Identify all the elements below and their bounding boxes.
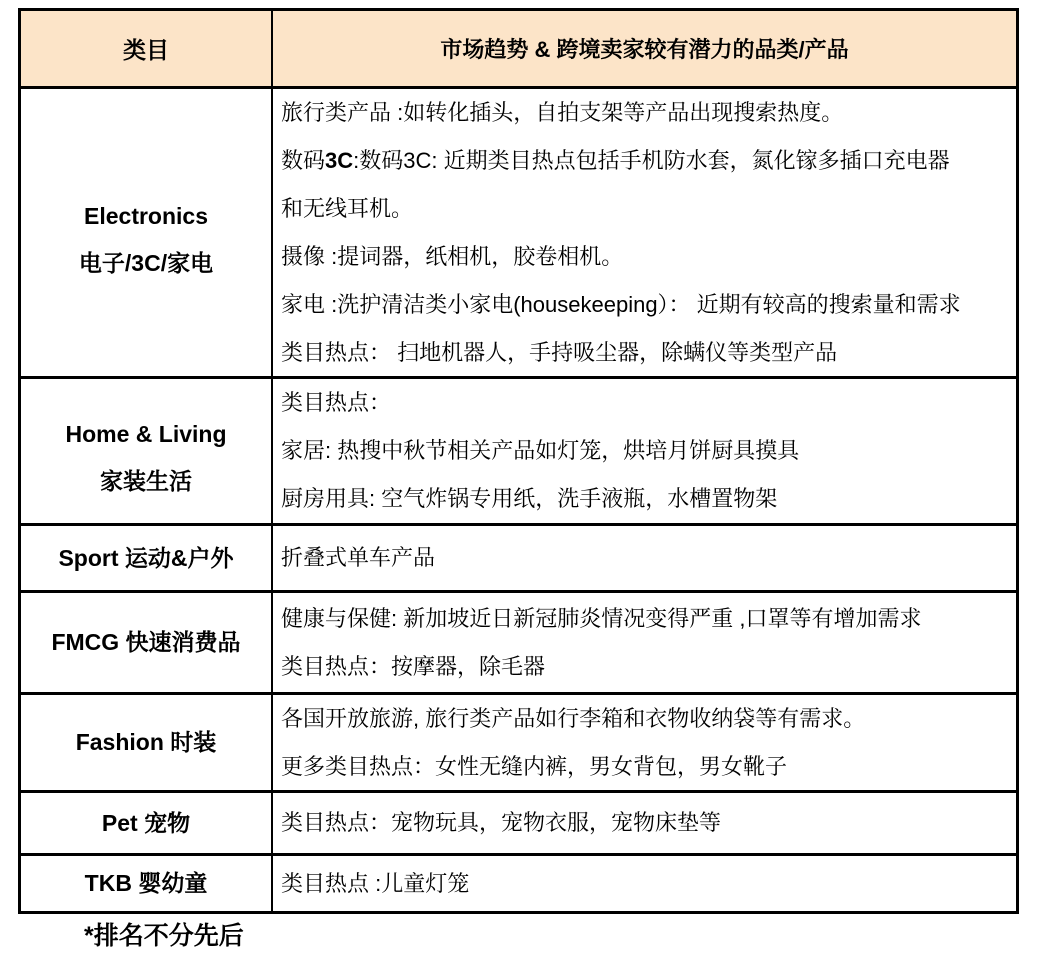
table-row-4 — [21, 590, 1016, 692]
header-category-cell — [21, 11, 273, 86]
header-trends-label: 市场趋势 & 跨境卖家较有潜力的品类/产品 — [440, 37, 849, 62]
trend-text: 热搜中秋节相关产品如灯笼，烘培月饼厨具摸具 — [331, 438, 800, 463]
trend-line — [281, 137, 1016, 185]
trend-text: 类目热点： 扫地机器人，手持吸尘器，除螨仪等类型产品 — [281, 339, 838, 365]
trend-text: 家电 :洗护清洁类小家电(housekeeping）： 近期有较高的搜索量和需求 — [281, 291, 961, 317]
trend-text: 新加坡近日新冠肺炎情况变得严重 ,口罩等有增加需求 — [397, 605, 922, 631]
trends-cell — [273, 793, 1016, 853]
trend-text: 旅行类产品 :如转化插头，自拍支架等产品出现搜索热度。 — [281, 99, 844, 125]
category-label: FMCG 快速消费品 — [51, 629, 241, 655]
trends-cell — [273, 856, 1016, 911]
trends-cell — [273, 593, 1016, 692]
trend-label-bold: 3C — [325, 147, 354, 173]
category-label: Electronics — [84, 202, 208, 229]
trends-table — [18, 8, 1019, 914]
trend-line — [281, 233, 1016, 281]
trend-line — [281, 89, 1016, 137]
trend-text: 类目热点： — [281, 390, 392, 415]
trend-line — [281, 185, 1016, 233]
header-trends-cell — [273, 11, 1016, 86]
trend-line — [281, 281, 1016, 329]
trend-text: 厨房用具: — [281, 486, 376, 511]
trend-line — [281, 475, 1016, 523]
trend-line — [281, 595, 1016, 643]
trend-line — [281, 695, 1016, 743]
category-label: 电子/3C/家电 — [78, 249, 214, 276]
trend-line — [281, 534, 1016, 582]
category-cell — [21, 379, 273, 523]
trend-text: 各国开放旅游, 旅行类产品如行李箱和衣物收纳袋等有需求。 — [281, 705, 866, 731]
category-label: Fashion 时装 — [75, 729, 217, 755]
category-cell — [21, 593, 273, 692]
trend-text: 家居: — [281, 438, 332, 463]
trend-text: 类目热点：按摩器，除毛器 — [281, 653, 546, 679]
trend-text: 类目热点：宠物玩具，宠物衣服，宠物床垫等 — [281, 810, 722, 835]
table-row-5 — [21, 692, 1016, 790]
trend-text: 数码 — [281, 147, 326, 173]
category-cell — [21, 856, 273, 911]
trend-text: 空气炸锅专用纸，洗手液瓶，水槽置物架 — [375, 486, 778, 511]
trend-line — [281, 743, 1016, 791]
trend-text: 更多类目热点：女性无缝内裤，男女背包，男女靴子 — [281, 753, 788, 779]
table-row-1 — [21, 86, 1016, 376]
category-label: TKB 婴幼童 — [84, 870, 208, 896]
trend-line — [281, 799, 1016, 847]
category-label: Sport 运动&户外 — [58, 544, 234, 571]
trends-cell — [273, 379, 1016, 523]
trend-text: 健康与保健: — [281, 605, 398, 631]
trend-text: 和无线耳机。 — [281, 195, 414, 221]
trend-line — [281, 860, 1016, 908]
category-cell — [21, 89, 273, 376]
trend-line — [281, 427, 1016, 475]
category-cell — [21, 526, 273, 590]
trend-text: 摄像 :提词器，纸相机，胶卷相机。 — [281, 243, 624, 269]
category-label: Home & Living — [65, 421, 227, 447]
trend-text: 类目热点 :儿童灯笼 — [281, 870, 470, 896]
trend-line — [281, 643, 1016, 691]
category-cell — [21, 695, 273, 790]
table-body — [21, 86, 1016, 911]
trends-cell — [273, 526, 1016, 590]
trends-cell — [273, 695, 1016, 790]
category-cell — [21, 793, 273, 853]
trend-line — [281, 379, 1016, 427]
table-row-6 — [21, 790, 1016, 853]
trend-text: 折叠式单车产品 — [281, 545, 436, 570]
table-header-row — [21, 11, 1016, 86]
trend-line — [281, 329, 1016, 377]
category-label: Pet 宠物 — [101, 809, 191, 836]
header-category-label: 类目 — [123, 37, 169, 63]
table-row-3 — [21, 523, 1016, 590]
trends-cell — [273, 89, 1016, 376]
table-row-7 — [21, 853, 1016, 911]
category-label: 家装生活 — [100, 468, 192, 494]
footnote: *排名不分先后 — [84, 922, 244, 950]
table-row-2 — [21, 376, 1016, 523]
trend-text: :数码3C: 近期类目热点包括手机防水套，氮化镓多插口充电器 — [353, 147, 950, 173]
